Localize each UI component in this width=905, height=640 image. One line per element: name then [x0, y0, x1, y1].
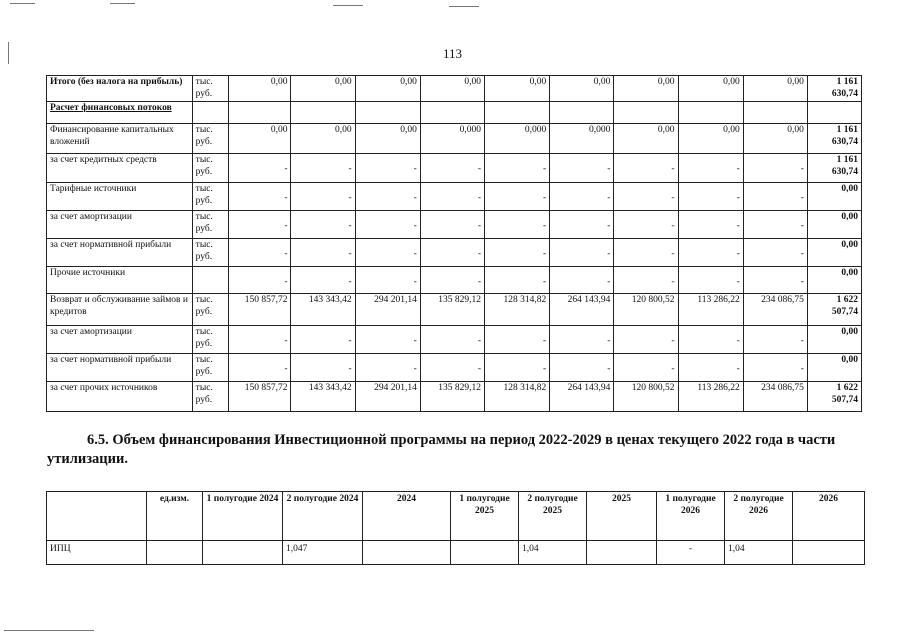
column-header: 1 полугодие 2025 [451, 492, 519, 541]
row-label: за счет нормативной прибыли [47, 354, 193, 382]
value-cell: 0,00 [229, 124, 291, 154]
value-cell [743, 183, 807, 211]
row-unit: тыс. руб. [192, 154, 229, 183]
dash-mark: - [543, 364, 547, 374]
value-cell: 128 314,82 [485, 294, 550, 326]
value-cell [229, 267, 291, 294]
dash-mark: - [284, 277, 288, 287]
dash-mark: - [607, 249, 611, 259]
value-cell: 0,000 [485, 124, 550, 154]
column-header: 2024 [363, 492, 451, 541]
row-label: Прочие источники [47, 267, 193, 294]
table-row [47, 354, 862, 382]
row-total [807, 102, 861, 124]
dash-mark: - [671, 164, 675, 174]
column-header: 1 полугодие 2024 [203, 492, 283, 541]
scan-line-top-right [449, 6, 479, 7]
table-row [47, 102, 862, 124]
dash-mark: - [477, 364, 482, 374]
table-row [47, 239, 862, 267]
dash-mark: - [736, 336, 740, 346]
value-cell [614, 326, 678, 354]
dash-mark: - [413, 221, 417, 231]
row-total: 0,00 [807, 326, 861, 354]
value-cell [363, 541, 451, 565]
value-cell: 1,047 [283, 541, 363, 565]
table-row [47, 183, 862, 211]
dash-mark: - [736, 221, 740, 231]
row-unit [192, 267, 229, 294]
value-cell [420, 183, 484, 211]
value-cell [678, 239, 743, 267]
value-cell: 120 800,52 [614, 294, 678, 326]
value-cell: 143 343,42 [291, 294, 355, 326]
dash-mark: - [413, 364, 417, 374]
value-cell [485, 326, 550, 354]
section-heading: 6.5. Объем финансирования Инвестиционной программы на период 2022-2029 в ценах текущего 2022 года в части утилизации. [47, 432, 836, 467]
row-total: 1 622 507,74 [807, 294, 861, 326]
value-cell: 264 143,94 [550, 382, 614, 412]
financial-flows-table [46, 75, 862, 412]
value-cell: 0,000 [550, 124, 614, 154]
value-cell: 135 829,12 [420, 382, 484, 412]
value-cell: 0,000 [420, 124, 484, 154]
dash-mark: - [607, 164, 611, 174]
value-cell [678, 154, 743, 183]
table-row [47, 267, 862, 294]
dash-mark: - [348, 249, 352, 259]
dash-mark: - [477, 164, 482, 174]
dash-mark: - [607, 277, 611, 287]
value-cell: 294 201,14 [355, 382, 420, 412]
row-unit: тыс. руб. [192, 326, 229, 354]
value-cell [229, 183, 291, 211]
dash-mark: - [607, 336, 611, 346]
row-total: 0,00 [807, 354, 861, 382]
dash-mark: - [348, 364, 352, 374]
value-cell [229, 326, 291, 354]
row-unit: тыс. руб. [192, 354, 229, 382]
value-cell [550, 326, 614, 354]
investment-volume-table [46, 491, 865, 565]
dash-mark: - [348, 336, 352, 346]
value-cell [614, 267, 678, 294]
value-cell: 0,00 [678, 76, 743, 102]
value-cell [743, 267, 807, 294]
value-cell [420, 102, 484, 124]
row-unit: тыс. руб. [192, 294, 229, 326]
scan-line-top-left [10, 3, 35, 4]
value-cell [678, 211, 743, 239]
value-cell [485, 211, 550, 239]
value-cell [614, 154, 678, 183]
value-cell: 150 857,72 [229, 294, 291, 326]
table-row [47, 541, 865, 565]
value-cell: 0,00 [420, 76, 484, 102]
dash-mark: - [477, 277, 482, 287]
value-cell [485, 354, 550, 382]
value-cell [355, 326, 420, 354]
value-cell [678, 326, 743, 354]
value-cell [743, 154, 807, 183]
row-label: Финансирование капитальных вложений [47, 124, 193, 154]
table-row [47, 326, 862, 354]
value-cell [420, 211, 484, 239]
value-cell [355, 154, 420, 183]
dash-mark: - [543, 336, 547, 346]
dash-mark: - [607, 193, 611, 203]
value-cell: 1,04 [725, 541, 793, 565]
row-unit: тыс. руб. [192, 211, 229, 239]
value-cell [451, 541, 519, 565]
dash-mark: - [413, 277, 417, 287]
table-row [47, 154, 862, 183]
column-header: 2 полугодие 2026 [725, 492, 793, 541]
value-cell: 120 800,52 [614, 382, 678, 412]
value-cell [355, 267, 420, 294]
value-cell [614, 183, 678, 211]
value-cell [420, 239, 484, 267]
row-unit: тыс. руб. [192, 76, 229, 102]
scan-line-top-center [333, 5, 363, 6]
value-cell [614, 354, 678, 382]
column-header: 2 полугодие 2024 [283, 492, 363, 541]
value-cell [614, 239, 678, 267]
value-cell [291, 211, 355, 239]
dash-mark: - [671, 249, 675, 259]
dash-mark: - [477, 221, 482, 231]
dash-mark: - [607, 364, 611, 374]
row-unit: тыс. руб. [192, 183, 229, 211]
value-cell: 143 343,42 [291, 382, 355, 412]
table-row [47, 211, 862, 239]
row-label: за счет амортизации [47, 211, 193, 239]
value-cell [420, 154, 484, 183]
value-cell [203, 541, 283, 565]
dash-mark: - [736, 277, 740, 287]
value-cell [678, 102, 743, 124]
row-total: 1 161 630,74 [807, 124, 861, 154]
value-cell [587, 541, 657, 565]
value-cell [550, 267, 614, 294]
value-cell [614, 211, 678, 239]
row-total: 1 161 630,74 [807, 76, 861, 102]
dash-mark: - [800, 249, 804, 259]
value-cell [550, 183, 614, 211]
value-cell [550, 354, 614, 382]
row-label: Тарифные источники [47, 183, 193, 211]
row-unit: тыс. руб. [192, 382, 229, 412]
value-cell: 0,00 [229, 76, 291, 102]
value-cell [485, 239, 550, 267]
value-cell: 150 857,72 [229, 382, 291, 412]
table-row [47, 382, 862, 412]
row-total: 0,00 [807, 267, 861, 294]
dash-mark: - [348, 221, 352, 231]
table-row [47, 124, 862, 154]
column-header: 2026 [793, 492, 865, 541]
value-cell [355, 354, 420, 382]
value-cell [743, 211, 807, 239]
value-cell [147, 541, 203, 565]
row-total: 1 622 507,74 [807, 382, 861, 412]
dash-mark: - [284, 193, 288, 203]
row-label: Расчет финансовых потоков [47, 102, 193, 124]
table-row [47, 76, 862, 102]
value-cell [550, 211, 614, 239]
dash-mark: - [477, 336, 482, 346]
value-cell: 0,00 [678, 124, 743, 154]
table-row [47, 294, 862, 326]
row-label: за счет кредитных средств [47, 154, 193, 183]
dash-mark: - [800, 164, 804, 174]
header-row [47, 492, 865, 541]
dash-mark: - [736, 193, 740, 203]
value-cell: 0,00 [614, 76, 678, 102]
value-cell [355, 183, 420, 211]
scan-line-top [110, 3, 135, 4]
value-cell [743, 102, 807, 124]
value-cell [291, 267, 355, 294]
value-cell [678, 183, 743, 211]
row-total: 0,00 [807, 239, 861, 267]
value-cell: 0,00 [743, 76, 807, 102]
dash-mark: - [348, 277, 352, 287]
dash-mark: - [284, 221, 288, 231]
value-cell: 0,00 [614, 124, 678, 154]
dash-mark: - [284, 164, 288, 174]
value-cell: 294 201,14 [355, 294, 420, 326]
value-cell [291, 239, 355, 267]
row-total: 0,00 [807, 183, 861, 211]
value-cell: 1,04 [519, 541, 587, 565]
dash-mark: - [800, 364, 804, 374]
value-cell: 0,00 [485, 76, 550, 102]
column-header: 2 полугодие 2025 [519, 492, 587, 541]
value-cell: 0,00 [355, 124, 420, 154]
row-total: 0,00 [807, 211, 861, 239]
value-cell [678, 354, 743, 382]
column-header [47, 492, 147, 541]
dash-mark: - [543, 277, 547, 287]
row-label: ИПЦ [47, 541, 147, 565]
column-header: ед.изм. [147, 492, 203, 541]
row-label: Итого (без налога на прибыль) [47, 76, 193, 102]
value-cell [485, 154, 550, 183]
value-cell: 135 829,12 [420, 294, 484, 326]
dash-mark: - [800, 221, 804, 231]
value-cell: 234 086,75 [743, 294, 807, 326]
value-cell [229, 102, 291, 124]
column-header: 2025 [587, 492, 657, 541]
dash-mark: - [671, 336, 675, 346]
value-cell [291, 354, 355, 382]
row-label: Возврат и обслуживание займов и кредитов [47, 294, 193, 326]
value-cell [355, 102, 420, 124]
value-cell [550, 102, 614, 124]
investment-table-body [47, 492, 865, 565]
value-cell [291, 326, 355, 354]
dash-mark: - [736, 249, 740, 259]
value-cell [550, 239, 614, 267]
dash-mark: - [543, 249, 547, 259]
dash-mark: - [477, 249, 482, 259]
row-label: за счет нормативной прибыли [47, 239, 193, 267]
value-cell [291, 183, 355, 211]
value-cell [229, 239, 291, 267]
row-unit: тыс. руб. [192, 124, 229, 154]
dash-mark: - [543, 221, 547, 231]
scan-line-bottom-left [4, 630, 94, 631]
dash-mark: - [800, 277, 804, 287]
value-cell [229, 354, 291, 382]
dash-mark: - [348, 193, 352, 203]
dash-mark: - [671, 221, 675, 231]
value-cell: - [657, 541, 725, 565]
dash-mark: - [736, 364, 740, 374]
dash-mark: - [284, 249, 288, 259]
value-cell [291, 154, 355, 183]
dash-mark: - [800, 193, 804, 203]
financial-table-body [47, 76, 862, 412]
value-cell [229, 211, 291, 239]
value-cell: 264 143,94 [550, 294, 614, 326]
value-cell: 0,00 [291, 76, 355, 102]
page-number: 113 [442, 46, 463, 61]
value-cell [420, 354, 484, 382]
value-cell [420, 326, 484, 354]
dash-mark: - [284, 336, 288, 346]
dash-mark: - [284, 364, 288, 374]
dash-mark: - [413, 336, 417, 346]
dash-mark: - [413, 249, 417, 259]
dash-mark: - [800, 336, 804, 346]
row-label: за счет амортизации [47, 326, 193, 354]
value-cell [743, 326, 807, 354]
value-cell [678, 267, 743, 294]
value-cell [743, 239, 807, 267]
value-cell [485, 267, 550, 294]
dash-mark: - [671, 364, 675, 374]
value-cell [550, 154, 614, 183]
value-cell: 0,00 [291, 124, 355, 154]
dash-mark: - [413, 164, 417, 174]
value-cell: 128 314,82 [485, 382, 550, 412]
dash-mark: - [607, 221, 611, 231]
dash-mark: - [348, 164, 352, 174]
value-cell [355, 239, 420, 267]
value-cell [614, 102, 678, 124]
column-header: 1 полугодие 2026 [657, 492, 725, 541]
dash-mark: - [671, 193, 675, 203]
dash-mark: - [477, 193, 482, 203]
value-cell [355, 211, 420, 239]
value-cell [485, 183, 550, 211]
row-unit [192, 102, 229, 124]
value-cell: 0,00 [355, 76, 420, 102]
value-cell: 113 286,22 [678, 382, 743, 412]
value-cell [291, 102, 355, 124]
row-label: за счет прочих источников [47, 382, 193, 412]
value-cell: 234 086,75 [743, 382, 807, 412]
row-unit: тыс. руб. [192, 239, 229, 267]
dash-mark: - [543, 164, 547, 174]
value-cell [743, 354, 807, 382]
value-cell: 0,00 [743, 124, 807, 154]
value-cell [485, 102, 550, 124]
dash-mark: - [736, 164, 740, 174]
dash-mark: - [543, 193, 547, 203]
dash-mark: - [671, 277, 675, 287]
value-cell: 113 286,22 [678, 294, 743, 326]
value-cell: 0,00 [550, 76, 614, 102]
value-cell [229, 154, 291, 183]
row-total: 1 161 630,74 [807, 154, 861, 183]
value-cell [793, 541, 865, 565]
dash-mark: - [413, 193, 417, 203]
value-cell [420, 267, 484, 294]
